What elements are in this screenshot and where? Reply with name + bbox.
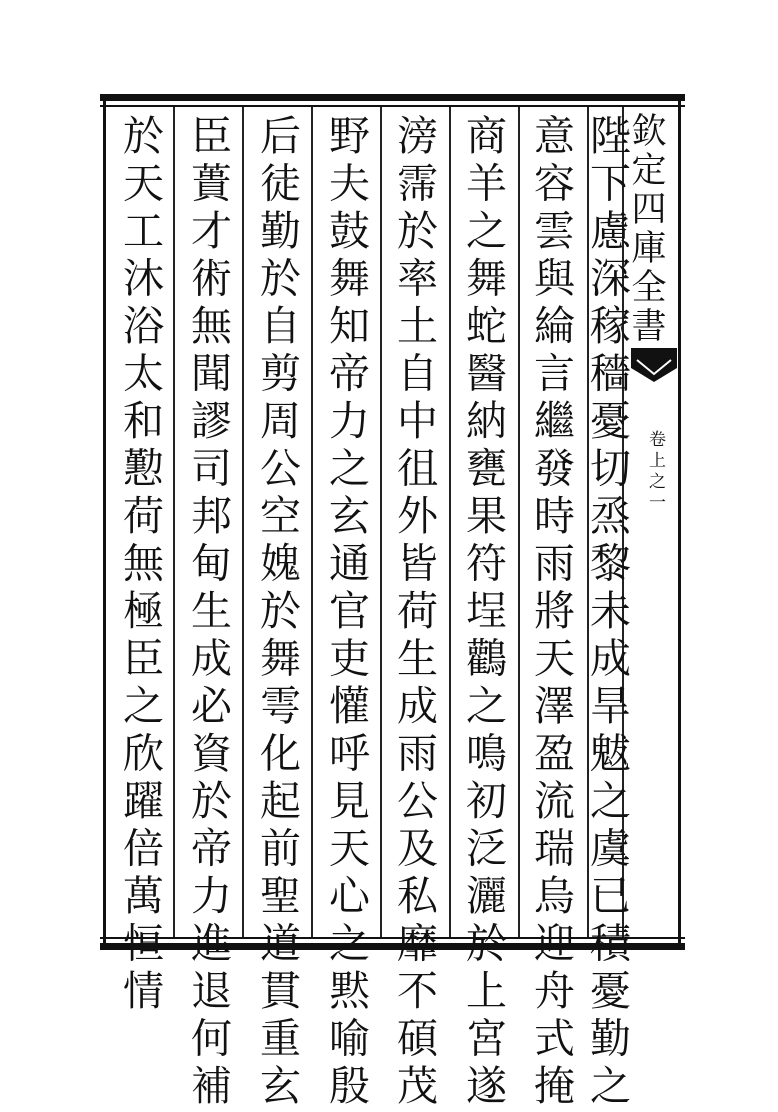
frame-top-border <box>100 94 685 101</box>
text-column: 於天工沐浴太和懃荷無極臣之欣躍倍萬恒情 <box>116 114 164 1017</box>
column-rule <box>311 107 313 937</box>
text-column: 野夫鼓舞知帝力之玄通官吏懽呼見天心之黙喻殷 <box>322 114 370 1112</box>
text-column: 后徒勤於自剪周公空媿於舞雩化起前聖道貫重玄 <box>253 114 301 1112</box>
volume-label: 卷上之一 <box>645 430 665 514</box>
frame-top-inner-border <box>100 105 685 107</box>
fishtail-mark-icon <box>631 348 677 384</box>
text-column: 滂霈於率土自中徂外皆荷生成雨公及私靡不碩茂 <box>390 114 438 1112</box>
text-column: 臣蕢才術無聞謬司邦甸生成必資於帝力進退何補 <box>184 114 232 1112</box>
book-title: 欽定四庫全書 <box>626 112 666 346</box>
column-rule <box>518 107 520 937</box>
column-rule <box>380 107 382 937</box>
frame-right-border <box>678 100 681 948</box>
text-column: 商羊之舞蛇醫納甕果符埕鸛之鳴初泛灑於上宮遂 <box>459 114 507 1112</box>
text-column: 意容雲與綸言繼發時雨將天澤盈流瑞烏迎舟式掩 <box>527 114 575 1112</box>
frame-left-border <box>103 100 106 948</box>
text-column: 陛下慮深稼穡憂切烝黎未成旱魃之虞已積憂勤之 <box>583 114 631 1112</box>
column-rule <box>449 107 451 937</box>
column-rule <box>242 107 244 937</box>
column-rule <box>173 107 175 937</box>
